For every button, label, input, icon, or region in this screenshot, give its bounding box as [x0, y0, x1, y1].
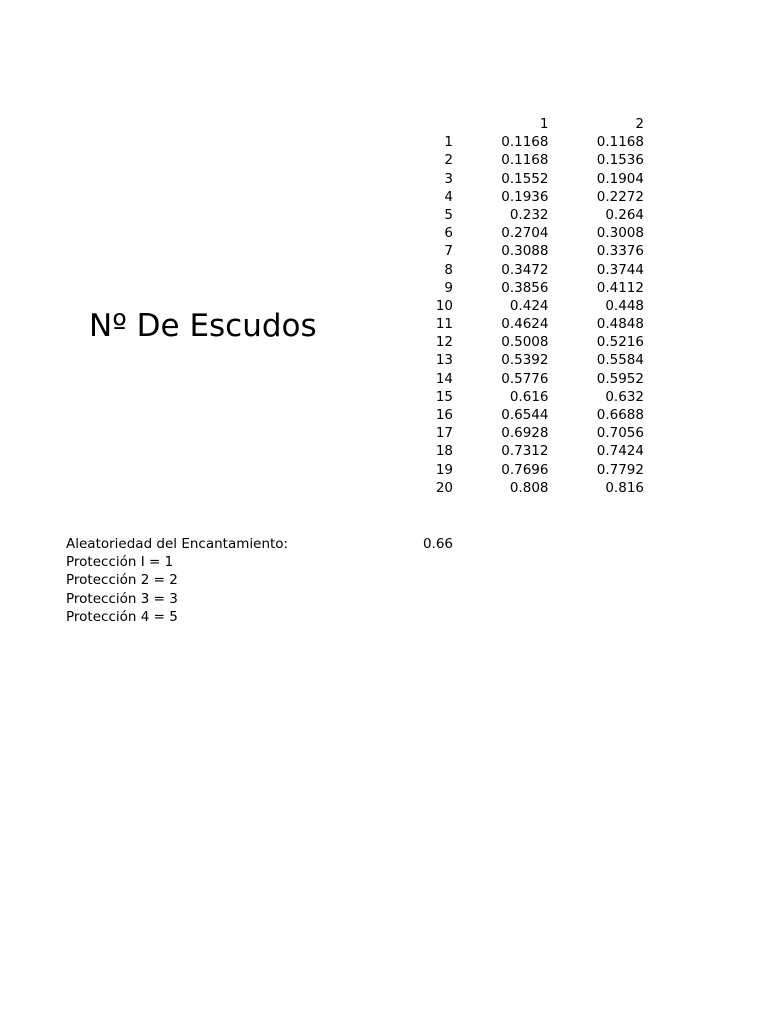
row-index-cell: 5: [444, 206, 453, 223]
value-cell-col-2: 0.3008: [596, 225, 644, 242]
randomness-label: Aleatoriedad del Encantamiento:: [66, 536, 289, 552]
row-index-cell: 15: [435, 388, 453, 405]
table-row: [400, 242, 644, 260]
header-cell-2: 2: [635, 116, 644, 132]
row-index-cell: 11: [435, 316, 453, 333]
row-index-cell: 20: [435, 479, 453, 496]
table-row: [400, 224, 644, 242]
table-row: [400, 206, 644, 224]
row-index-cell: 2: [444, 152, 453, 169]
value-cell-col-1: 0.3088: [501, 243, 549, 260]
value-cell-col-1: 0.3472: [501, 261, 549, 278]
table-row: [400, 188, 644, 206]
row-index-cell: 7: [444, 243, 453, 260]
table-row: [400, 170, 644, 188]
value-cell-col-1: 0.5392: [501, 352, 549, 369]
row-index-cell: 16: [435, 407, 453, 423]
row-index-cell: 19: [435, 461, 453, 478]
value-cell-col-1: 0.1168: [501, 134, 549, 151]
value-cell-col-2: 0.1904: [596, 170, 644, 187]
value-cell-col-2: 0.5952: [596, 370, 644, 387]
protection-line-1: Protección I = 1: [66, 554, 174, 571]
protection-line-3: Protección 3 = 3: [66, 590, 178, 607]
row-index-cell: 3: [444, 170, 453, 187]
value-cell-col-1: 0.616: [509, 388, 549, 405]
value-cell-col-1: 0.3856: [501, 279, 549, 296]
randomness-value: 0.66: [422, 536, 453, 552]
value-cell-col-2: 0.7424: [596, 443, 644, 460]
value-cell-col-2: 0.1168: [596, 134, 644, 151]
table-row: [400, 442, 644, 460]
row-index-cell: 4: [444, 188, 453, 205]
table-row: [400, 461, 644, 479]
row-index-cell: 9: [444, 279, 453, 296]
page-title: Nº De Escudos: [89, 308, 317, 344]
value-cell-col-1: 0.1168: [501, 152, 549, 169]
table-row: [400, 388, 644, 406]
table-row: [400, 406, 644, 424]
value-cell-col-1: 0.2704: [501, 225, 549, 242]
value-cell-col-2: 0.4112: [596, 279, 644, 296]
table-header-row: [400, 115, 644, 133]
protection-line-2: Protección 2 = 2: [66, 572, 178, 589]
data-table: [400, 115, 644, 497]
table-row: [400, 479, 644, 497]
value-cell-col-1: 0.1552: [501, 170, 549, 187]
table-row: [400, 133, 644, 151]
table-row: [400, 297, 644, 315]
value-cell-col-2: 0.3744: [596, 261, 644, 278]
value-cell-col-2: 0.2272: [596, 188, 644, 205]
value-cell-col-2: 0.7056: [596, 425, 644, 442]
value-cell-col-2: 0.816: [605, 479, 644, 496]
table-row: [400, 351, 644, 369]
table-row: [400, 370, 644, 388]
row-index-cell: 17: [435, 425, 453, 442]
value-cell-col-1: 0.808: [509, 479, 549, 496]
value-cell-col-1: 0.5008: [501, 334, 549, 351]
value-cell-col-1: 0.6544: [501, 407, 549, 423]
value-cell-col-1: 0.7312: [501, 443, 549, 460]
value-cell-col-1: 0.6928: [501, 425, 549, 442]
value-cell-col-2: 0.5584: [596, 352, 644, 369]
row-index-cell: 13: [435, 352, 453, 369]
row-index-cell: 12: [435, 334, 453, 351]
value-cell-col-2: 0.448: [605, 297, 644, 314]
value-cell-col-2: 0.264: [605, 206, 644, 223]
row-index-cell: 14: [435, 370, 453, 387]
table-row: [400, 279, 644, 297]
value-cell-col-2: 0.632: [605, 388, 644, 405]
notes-section: [66, 535, 288, 626]
value-cell-col-2: 0.4848: [596, 316, 644, 333]
table-row: [400, 424, 644, 442]
row-index-cell: 10: [435, 297, 453, 314]
header-cell-index: [400, 115, 453, 133]
value-cell-col-1: 0.5776: [501, 370, 549, 387]
table-row: [400, 333, 644, 351]
header-cell-1: 1: [539, 116, 549, 132]
table-row: [400, 315, 644, 333]
value-cell-col-1: 0.424: [509, 297, 549, 314]
protection-line-4: Protección 4 = 5: [66, 608, 178, 625]
value-cell-col-2: 0.7792: [596, 461, 644, 478]
value-cell-col-2: 0.6688: [596, 407, 644, 423]
value-cell-col-2: 0.5216: [596, 334, 644, 351]
value-cell-col-2: 0.1536: [596, 152, 644, 169]
row-index-cell: 1: [444, 134, 453, 151]
table-row: [400, 261, 644, 279]
row-index-cell: 6: [444, 225, 453, 242]
value-cell-col-1: 0.7696: [501, 461, 549, 478]
value-cell-col-1: 0.4624: [501, 316, 549, 333]
value-cell-col-1: 0.232: [509, 206, 549, 223]
value-cell-col-1: 0.1936: [501, 188, 549, 205]
row-index-cell: 18: [435, 443, 453, 460]
table-row: [400, 151, 644, 169]
row-index-cell: 8: [444, 261, 453, 278]
value-cell-col-2: 0.3376: [596, 243, 644, 260]
